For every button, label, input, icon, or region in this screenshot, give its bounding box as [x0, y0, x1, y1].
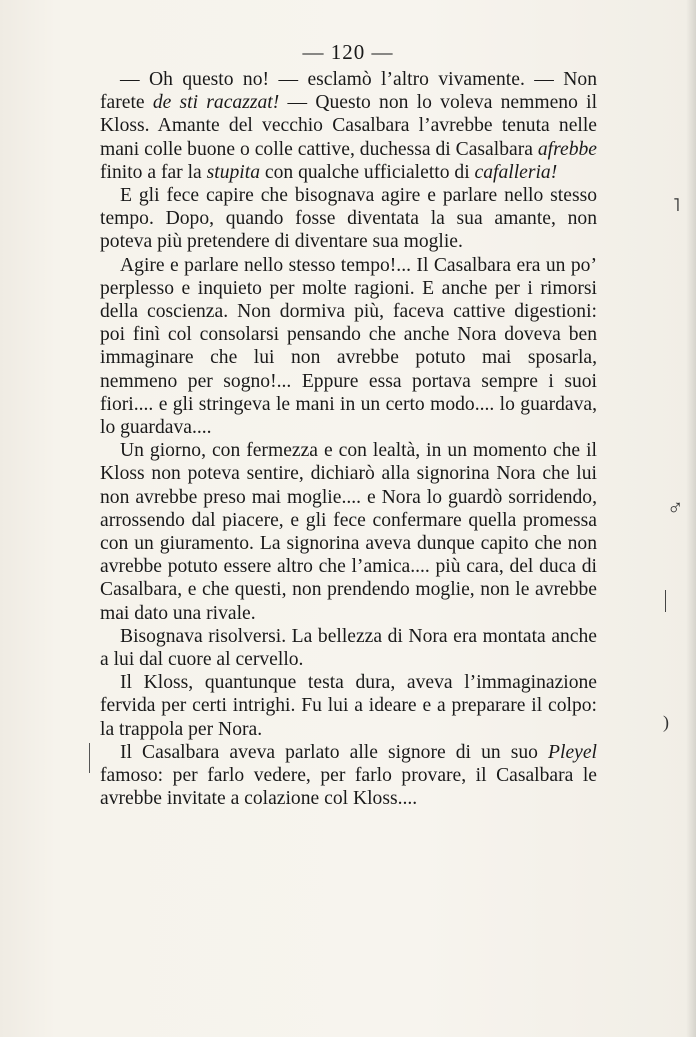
- italic-text: stupita: [206, 161, 260, 183]
- italic-text: de sti racazzat!: [152, 92, 280, 114]
- text-run: — Questo non lo voleva nemmeno il Kloss. Amante del vecchio Casalbara l’avrebbe tenuta nelle mani colle buone o colle cattive, duchessa di Casalbara: [100, 92, 598, 160]
- italic-text: cafalleria!: [474, 161, 558, 183]
- paragraph: [100, 741, 597, 811]
- paragraph: [100, 254, 597, 440]
- margin-mark: ♂: [667, 495, 684, 520]
- body-text: [100, 68, 597, 811]
- text-run: Bisognava risolversi. La bellezza di Nora era montata anche a lui dal cuore al cervello.: [100, 625, 597, 671]
- text-run: finito a far la: [100, 161, 207, 183]
- text-run: con qualche ufficialetto di: [260, 161, 475, 183]
- margin-mark: ): [663, 712, 669, 732]
- page-edge-shadow: [686, 0, 696, 1037]
- text-run: E gli fece capire che bisognava agire e parlare nello stesso tempo. Dopo, quando fosse diventata la sua amante, non poteva più pretendere di diventare sua moglie.: [100, 185, 597, 253]
- italic-text: Pleyel: [548, 741, 597, 763]
- page-number: — 120 —: [302, 40, 394, 64]
- text-run: famoso: per farlo vedere, per farlo provare, il Casalbara le avrebbe invitate a colazione col Kloss....: [100, 765, 597, 810]
- paragraph: [100, 68, 597, 184]
- margin-line: [89, 743, 90, 773]
- text-run: Il Casalbara aveva parlato alle signore di un suo: [120, 741, 549, 763]
- paragraph: [100, 439, 597, 625]
- paragraph: [100, 184, 597, 254]
- italic-text: afrebbe: [537, 138, 597, 160]
- paragraph: [100, 671, 597, 741]
- paragraph: [100, 625, 597, 671]
- text-run: Il Kloss, quantunque testa dura, aveva l’immaginazione fervida per certi intrighi. Fu lui a ideare e a preparare il colpo: la trappola per Nora.: [100, 672, 597, 740]
- text-run: Un giorno, con fermezza e con lealtà, in un momento che il Kloss non poteva sentire, dichiarò alla signorina Nora che lui non avrebbe preso mai moglie.... e Nora lo guardò sorridendo, arrossendo dal piacere, e gli fece confermare quella promessa con un giuramento. La signorina aveva dunque capito che non avrebbe potuto essere altro che l’amica.... più cara, del duca di Casalbara, e che questi, non prendendo moglie, non le avrebbe mai dato una rivale.: [100, 440, 597, 624]
- text-run: Agire e parlare nello stesso tempo!... Il Casalbara era un po’ perplesso e inquieto per molte ragioni. E anche per i rimorsi della coscienza. Non dormiva più, faceva cattive digestioni: poi finì col consolarsi pensando che anche Nora doveva ben immaginare che lui non avrebbe potuto mai sposarla, nemmeno per sogno!... Eppure essa portava sempre i suoi fiori.... e gli stringeva le mani in un certo modo.... lo guardava, lo guardava....: [100, 254, 597, 439]
- text-run: — Oh questo no! — esclamò l’altro vivamente. — Non farete: [100, 69, 597, 114]
- margin-line: [665, 590, 666, 612]
- margin-mark: ˥: [673, 195, 680, 215]
